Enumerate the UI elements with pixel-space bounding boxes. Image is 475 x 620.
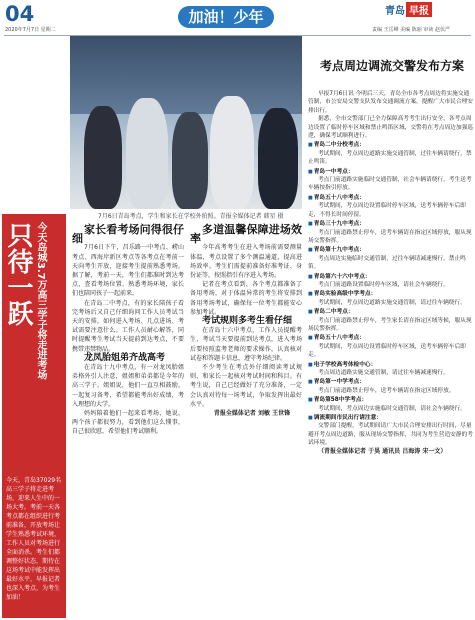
bullet-text: 考点周边道路实施交通管制，请过往车辆减速慢行。 (318, 370, 449, 376)
editor-credits: 责编 王岳峰 美编 陈丽 审读 赵伏严 (372, 27, 450, 33)
bullet-label: ■ 青岛实验高级中学考点： (308, 290, 474, 298)
main-photo (70, 36, 302, 209)
photo-person (210, 96, 254, 209)
photo-person (126, 98, 168, 209)
section-title: 加油！少年 (178, 6, 274, 28)
article-credit: （青报全媒体记者 于昊 通讯员 吕海涛 宋一文） (318, 447, 447, 455)
bullet-label: ■ 青岛第58中学考点： (308, 396, 474, 404)
bullet-text: 考点门前道路禁止停车，考生家长请在指定区域等候，服从现场民警指挥。 (308, 317, 472, 332)
bullet-label: ■ 青岛一中考点： (308, 168, 474, 176)
body-paragraph: 在青岛十九中考点，有一对龙凤胎姐弟格外引人注意，姐姐和弟弟都是今年的高三学子。姐姐说，他们一直互相鼓励，一起复习备考，希望都能考出好成绩，考入理想的大学。 (72, 364, 184, 408)
section-heading: 考试规则多考生看仔细 (202, 316, 293, 327)
bullet-label: ■ 青岛二中分校考点： (308, 141, 474, 149)
section-heading: 家长看考场问得很仔细 (72, 223, 184, 246)
bullet-label: ■ 青岛第一中学考点： (308, 378, 474, 386)
bullet-text: 考试期间，考点周边道路实施交通管制，请过往车辆绕行。 (318, 299, 466, 306)
bullet-text: 考试期间，考点周边设置临时停车区域，送考车辆停车后即走，不得长时间停留。 (308, 203, 466, 218)
article-column-1 (72, 225, 184, 437)
publication-date: 2020年7月7日 星期二 (5, 27, 56, 33)
section-heading: 多道温馨保障进场效率 (190, 223, 302, 246)
photo-person (258, 108, 298, 209)
bullet-list (308, 141, 474, 447)
article-column-2 (190, 225, 302, 418)
body-paragraph: 记者在考点看到，各个考点都准备了备用考场，对于体温异常的考生将安排到备用考场考试，确保每一位考生都能安心参加考试。 (190, 281, 302, 316)
banner-intro: 今天，青岛37029名高三学子将走进考场，迎来人生中的一场大考。考前一天各考点都在组织进行考前准备，开放考场让学生熟悉考试环境，工作人员对考场进行全面消杀。考生们都调整好状态，期待在这场考试中能发挥出最好水平，早报记者也深入考点，为考生加油！ (6, 477, 62, 601)
body-paragraph: 今年高考考生在进入考场前需要测量体温，考点设置了多个测温通道，提高进场效率。考生们需提前准备好准考证、身份证等，按照指引有序进入考场。 (190, 244, 302, 280)
section-heading: 龙凤胎姐弟齐战高考 (84, 352, 166, 363)
body-paragraph: 在青岛二中考点，有的家长陪孩子看完考场后又自己仔细询问工作人员考试当天的安排，如何进入考场、几点进场、考试需要注意什么。工作人员耐心解答，同时提醒考生考试当天提前到达考点，不要携带违禁物品。 (72, 299, 184, 353)
bullet-text: 考点门前道路实施临时交通管制，社会车辆请绕行，考生送考车辆按指引停放。 (308, 177, 472, 192)
bullet-text: 考点门前道路禁止停车，送考车辆请在指定区域停放。 (318, 387, 455, 394)
newspaper-logo (385, 2, 432, 17)
logo-badge: 早报 (406, 2, 432, 17)
bullet-label: ■ 青岛五十八中考点： (308, 334, 474, 342)
feature-banner (2, 214, 66, 618)
right-article-title: 考点周边调流交警发布方案 (319, 59, 464, 73)
article-credit: 青报全媒体记者 刘敏 王世锋 (213, 410, 291, 418)
body-paragraph: 不少考生在考点外仔细阅读考试规则，和家长一起核对考试时间和科目。有考生说，自己已经做好了充分准备，一定会认真对待每一场考试，争取发挥出最好水平。 (190, 364, 302, 408)
page-number: 04 (5, 2, 35, 26)
bullet-label: ■ 调流期间市民出行请注意： (308, 414, 474, 422)
bullet-label: ■ 电子学校高考体检中心： (308, 361, 474, 369)
photo-caption: 7月6日青岛考点，学生和家长在学校外拍照。青报全媒体记者 韩星 摄 (98, 213, 284, 220)
page-header (0, 0, 475, 36)
photo-background (70, 36, 302, 114)
body-paragraph: 据悉，全市交警部门已全力保障高考考生出行安全，各考点周边设置了临时停车区域和禁止鸣笛区域，交警将在考点周边加强巡逻，确保考试顺利进行。 (308, 116, 473, 140)
bullet-text: 交警部门提醒，考试期间请广大市民合理安排出行时间，尽量避开考点周边道路，服从现场交警指挥，共同为考生营造安静的考试环境。 (308, 423, 473, 447)
body-paragraph: 妈妈陪着他们一起来看考场，她说，两个孩子都很努力，看到他们这么懂事，自己很欣慰，希望他们考试顺利。 (72, 410, 184, 436)
bullet-text: 考点周边实施临时交通管制，过往车辆请减速慢行，禁止鸣笛。 (308, 255, 466, 271)
logo-text: 青岛 (385, 6, 405, 17)
bullet-label: ■ 青岛三十九中考点： (308, 220, 474, 228)
bullet-text: 考点门前道路禁止停车，送考车辆请在指定区域停放，服从现场交警指挥。 (308, 229, 472, 244)
body-paragraph: 在青岛十六中考点，工作人员提醒考生，考试当天要提前到达考点，进入考场后要按照监考老师的要求操作，认真核对试卷和答题卡信息，遵守考场纪律。 (190, 327, 302, 362)
body-paragraph: 7月6日下午，昌乐路一中考点、崂山考点、西海岸新区考点等各考点在考前一天向考生开放，迎接考生提前熟悉考场。据了解，考前一天，考生们都准时到达考点，查看考场位置、熟悉考场环境，家长们也陪同孩子一起前来。 (72, 244, 184, 298)
bullet-text: 考试期间，考点周边设置临时停车区域，送考车辆停车后即走。 (308, 343, 466, 359)
photo-person (84, 106, 122, 209)
bullet-label: ■ 青岛第六十六中考点： (308, 273, 474, 281)
bullet-label: ■ 青岛二中考点： (308, 308, 474, 316)
banner-main-title: 只待一跃 (3, 222, 33, 326)
photo-person (172, 112, 208, 209)
right-article-body (308, 90, 474, 456)
bullet-text: 考试期间，考点周边道路实施交通管制，过往车辆请绕行，禁止鸣笛。 (308, 150, 472, 166)
bullet-label: ■ 青岛第十九中考点： (308, 246, 474, 254)
bullet-label: ■ 青岛五十八中考点： (308, 194, 474, 202)
bullet-text: 考点门前道路设置临时停车区域，请社会车辆绕行。 (318, 281, 449, 288)
bullet-text: 考试期间，考点周边实施临时交通管制，请社会车辆绕行。 (318, 405, 466, 412)
body-paragraph: 早报7月6日讯 今明后三天，青岛全市各考点周边将实施交通管制，市公安局交警支队发布交通调流方案，提醒广大市民合理安排出行。 (308, 91, 473, 114)
banner-subtitle: 今天岛城3.7万高三学子将走进考场 (35, 222, 46, 380)
